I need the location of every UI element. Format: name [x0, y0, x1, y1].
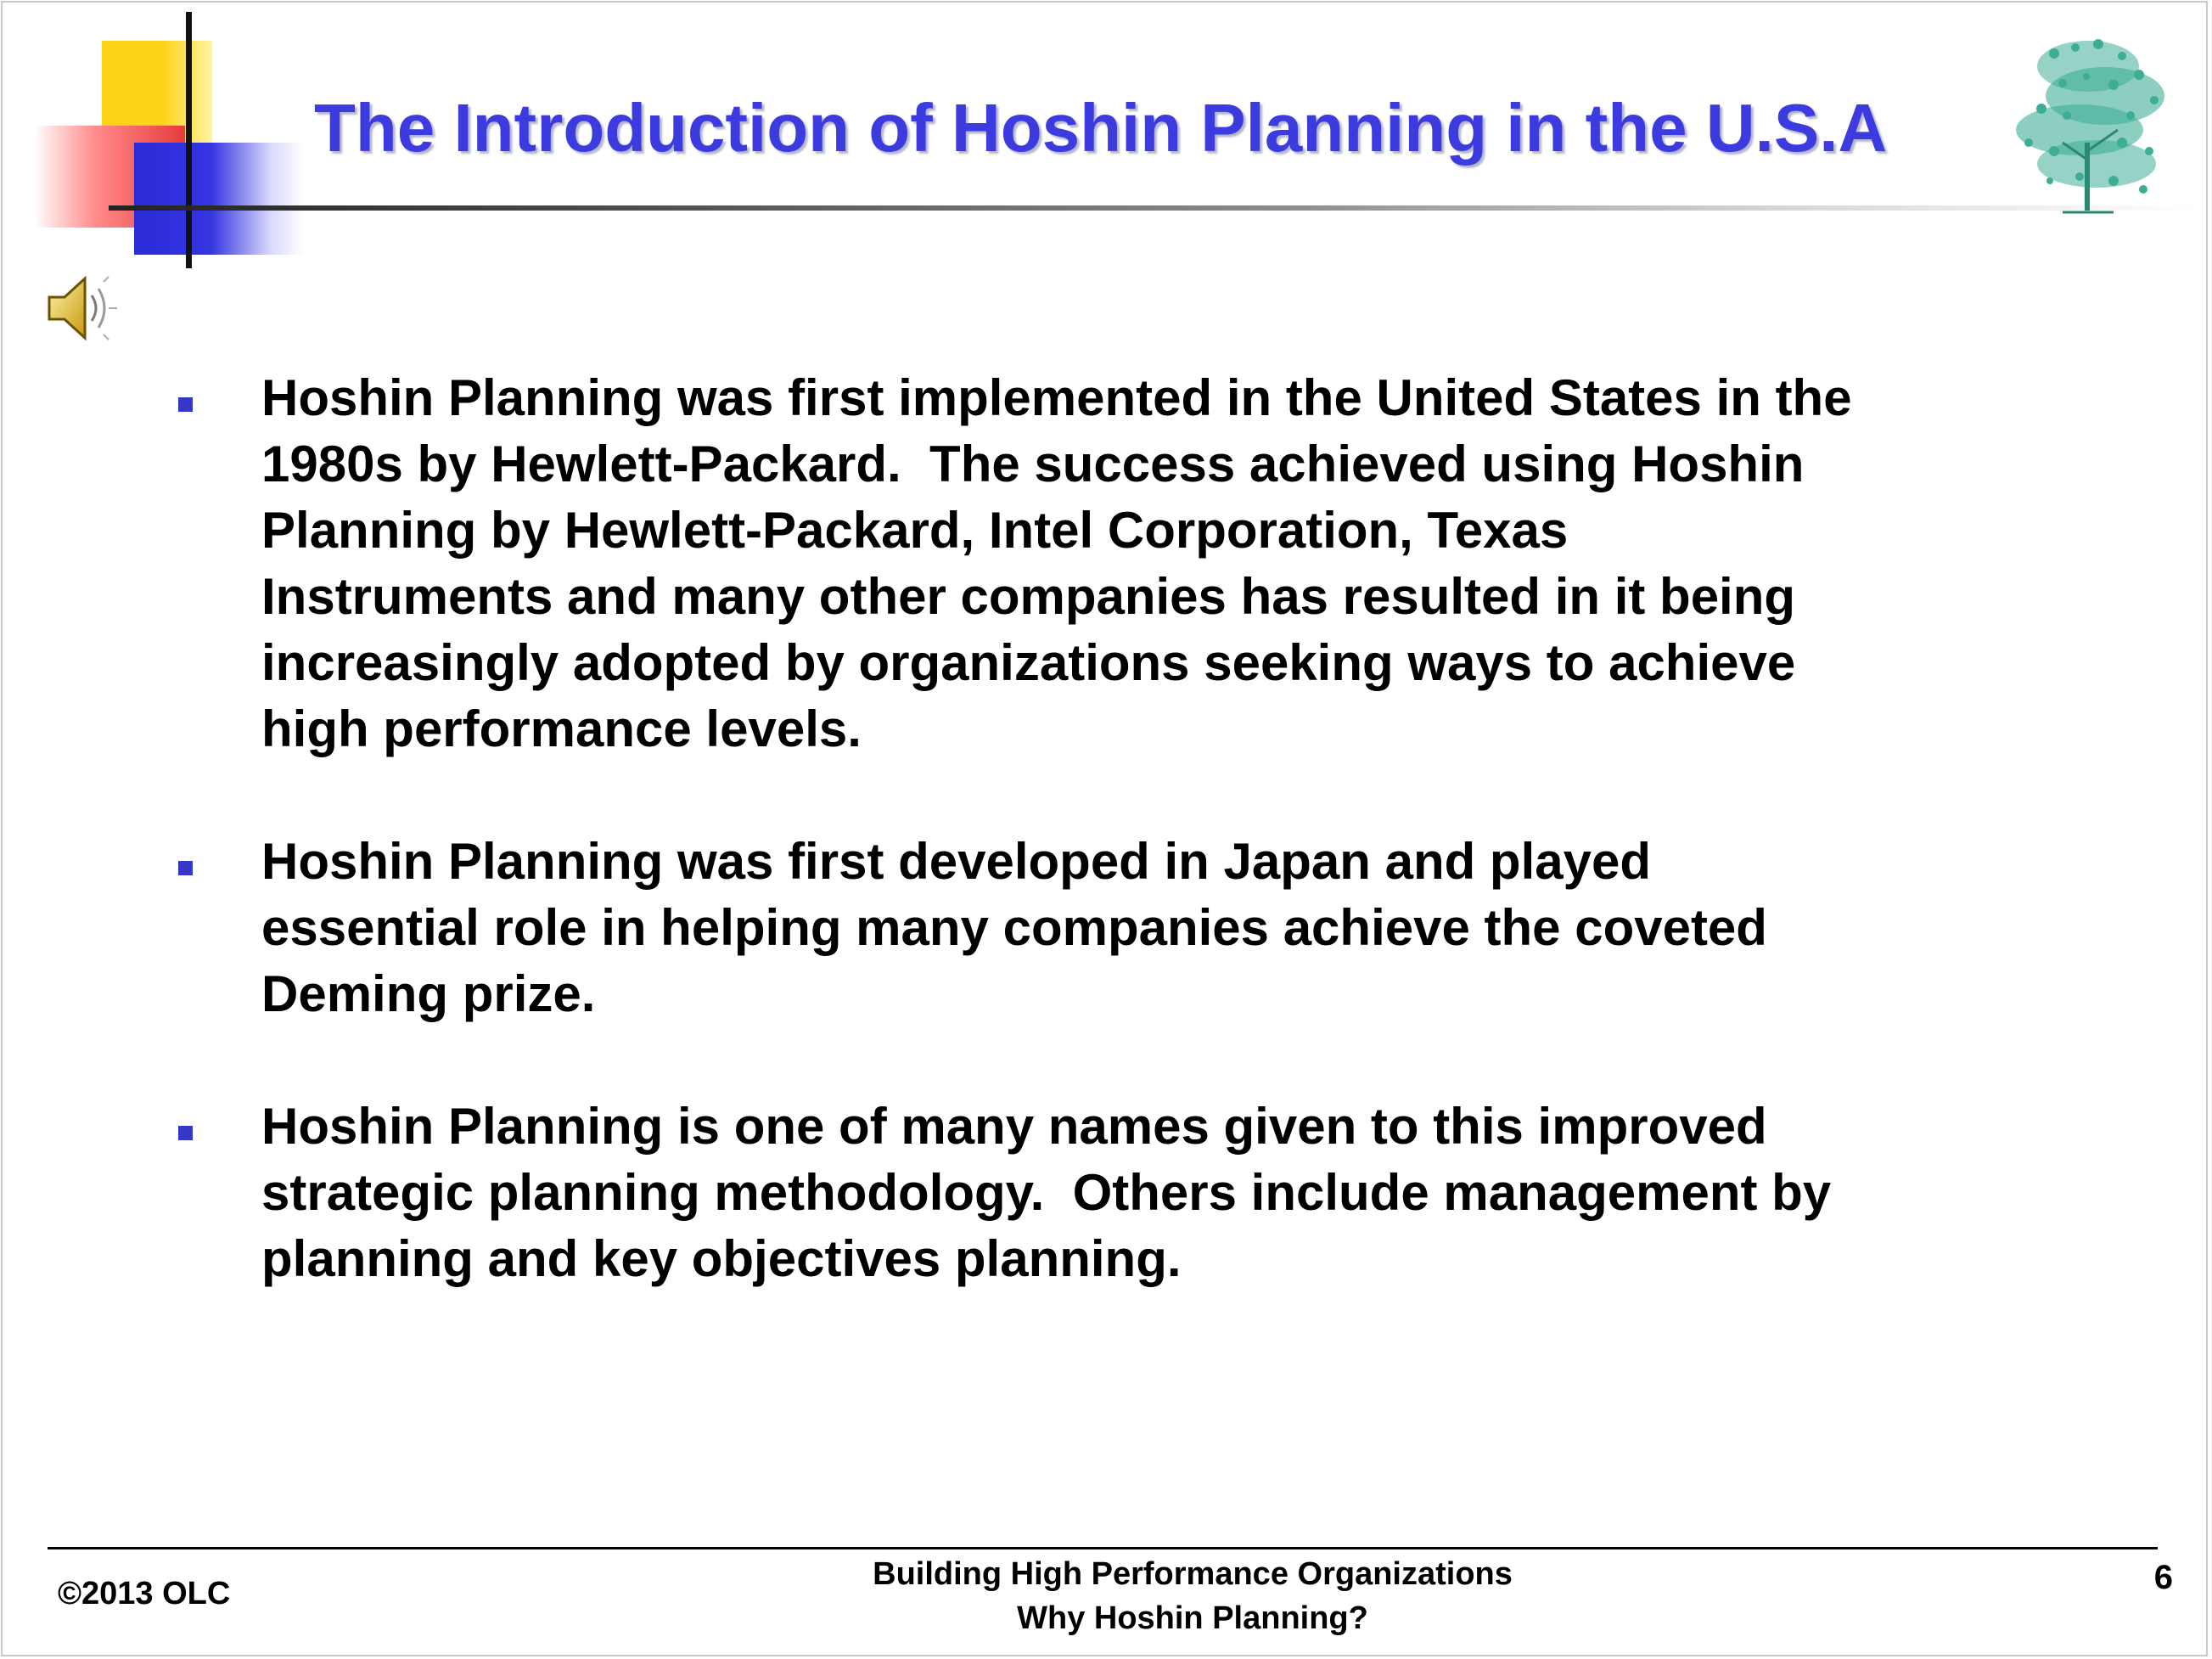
bullet-square-icon — [178, 397, 193, 412]
footer-divider — [48, 1547, 2158, 1549]
bullet-text: Hoshin Planning is one of many names given to this improved strategic planning methodology. Others include management by planning and key objectives planning. — [261, 1098, 1832, 1287]
speaker-icon[interactable] — [44, 270, 121, 346]
bullet-square-icon — [178, 861, 193, 875]
slide-title: The Introduction of Hoshin Planning in the U.S.A — [314, 90, 1888, 166]
list-item — [178, 365, 2088, 762]
page-number: 6 — [2153, 1559, 2173, 1596]
list-item — [178, 1094, 2088, 1292]
bullet-text: Hoshin Planning was first developed in Japan and played essential role in helping many companies achieve the coveted Deming prize. — [261, 833, 1767, 1022]
list-item — [178, 829, 2088, 1027]
title-underline — [109, 205, 2197, 211]
decor-blue-square — [134, 143, 304, 255]
bullet-list — [178, 365, 2088, 1358]
bullet-square-icon — [178, 1126, 193, 1140]
decor-vertical-line — [186, 12, 192, 268]
footer-title-line-1: Building High Performance Organizations — [873, 1556, 1513, 1592]
footer-title — [764, 1552, 1621, 1640]
footer-title-line-2: Why Hoshin Planning? — [1017, 1600, 1368, 1636]
bullet-text: Hoshin Planning was first implemented in the United States in the 1980s by Hewlett-Packard. The success achieved using Hoshin Planning by Hewlett-Packard, Intel Corporation, Texas Instruments and many other companies has resulted in it being increasingly adopted by organizations seeking ways to achieve high performance levels. — [261, 369, 1852, 757]
tree-logo-icon — [2003, 15, 2173, 219]
footer-copyright: ©2013 OLC — [58, 1576, 231, 1611]
